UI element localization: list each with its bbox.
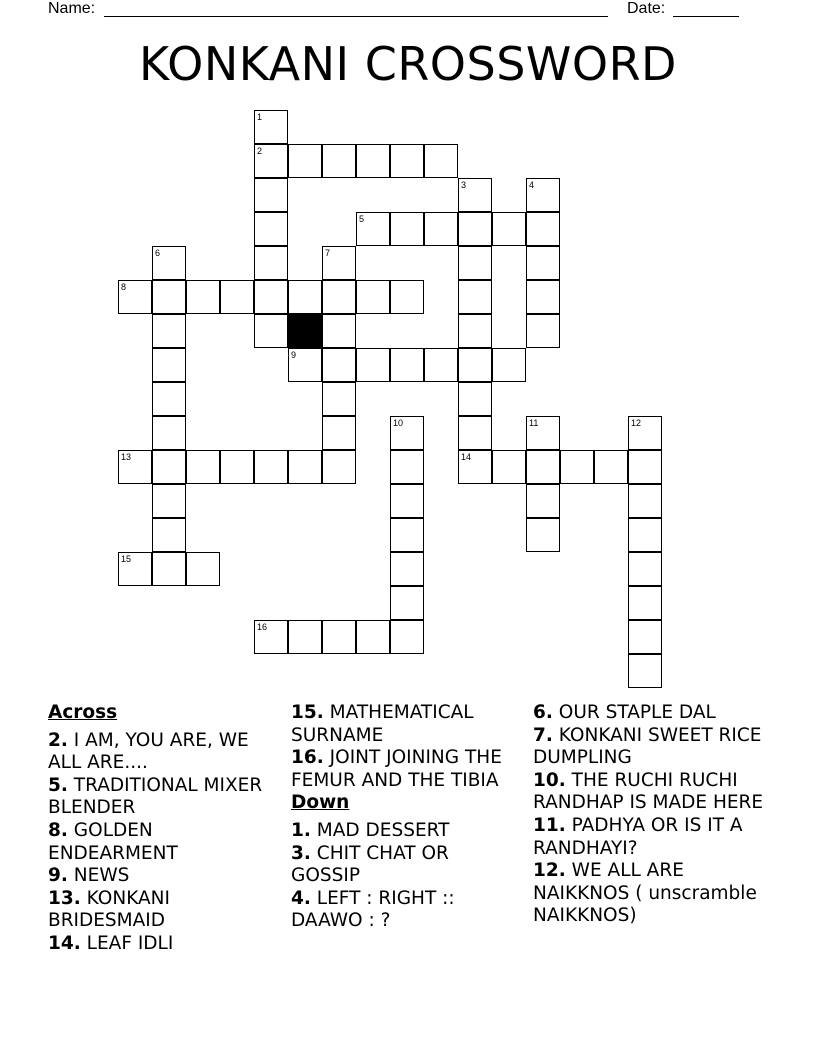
black-cell (288, 314, 322, 348)
grid-cell[interactable] (628, 450, 662, 484)
clue-down-7: 7. KONKANI SWEET RICE DUMPLING (533, 724, 762, 769)
grid-cell[interactable] (458, 314, 492, 348)
grid-cell[interactable] (526, 484, 560, 518)
grid-cell[interactable] (458, 416, 492, 450)
grid-cell[interactable] (492, 348, 526, 382)
clue-down-1: 1. MAD DESSERT (291, 819, 450, 841)
clue-number: 7 (325, 248, 331, 258)
grid-cell[interactable] (628, 620, 662, 654)
grid-cell[interactable] (152, 450, 186, 484)
grid-cell[interactable] (254, 314, 288, 348)
grid-cell[interactable] (390, 348, 424, 382)
clue-down-3: 3. CHIT CHAT OR GOSSIP (291, 842, 449, 887)
grid-cell[interactable] (288, 620, 322, 654)
clue-down-4: 4. LEFT : RIGHT :: DAAWO : ? (291, 887, 455, 932)
clue-number: 10 (393, 418, 404, 428)
clue-across-13: 13. KONKANI BRIDESMAID (48, 887, 170, 932)
grid-cell[interactable] (288, 280, 322, 314)
grid-cell[interactable] (356, 348, 390, 382)
grid-cell[interactable] (152, 416, 186, 450)
grid-cell[interactable] (458, 212, 492, 246)
grid-cell[interactable] (390, 212, 424, 246)
grid-cell[interactable] (322, 246, 356, 280)
grid-cell[interactable] (526, 280, 560, 314)
grid-cell[interactable] (186, 552, 220, 586)
grid-cell[interactable] (152, 246, 186, 280)
grid-cell[interactable] (254, 246, 288, 280)
grid-cell[interactable] (526, 518, 560, 552)
clue-across-15: 15. MATHEMATICAL SURNAME (291, 702, 474, 746)
grid-cell[interactable] (118, 552, 152, 586)
grid-cell[interactable] (152, 382, 186, 416)
clue-number: 12 (631, 418, 642, 428)
down-heading: Down (291, 792, 350, 814)
clue-number: 11 (529, 418, 539, 428)
grid-cell[interactable] (356, 212, 390, 246)
grid-cell[interactable] (186, 450, 220, 484)
grid-cell[interactable] (390, 450, 424, 484)
clue-number: 5 (359, 214, 365, 224)
grid-cell[interactable] (356, 280, 390, 314)
grid-cell[interactable] (254, 280, 288, 314)
across-heading: Across (48, 702, 118, 723)
grid-cell[interactable] (424, 348, 458, 382)
grid-cell[interactable] (152, 518, 186, 552)
clues-column-1 (48, 702, 278, 956)
grid-cell[interactable] (322, 348, 356, 382)
clues-column-3 (533, 702, 783, 928)
grid-cell[interactable] (492, 212, 526, 246)
clue-number: 9 (291, 350, 297, 360)
grid-cell[interactable] (322, 620, 356, 654)
grid-cell[interactable] (152, 348, 186, 382)
clue-number: 16 (257, 622, 268, 632)
grid-cell[interactable] (628, 518, 662, 552)
clue-number: 3 (461, 180, 467, 190)
clue-number: 8 (121, 282, 127, 292)
name-label: Name: (48, 0, 96, 17)
grid-cell[interactable] (628, 654, 662, 688)
grid-cell[interactable] (390, 484, 424, 518)
grid-cell[interactable] (424, 212, 458, 246)
grid-cell[interactable] (628, 416, 662, 450)
grid-cell[interactable] (526, 416, 560, 450)
grid-cell[interactable] (458, 382, 492, 416)
grid-cell[interactable] (526, 314, 560, 348)
grid-cell[interactable] (424, 144, 458, 178)
date-label: Date: (627, 0, 666, 17)
grid-cell[interactable] (186, 280, 220, 314)
grid-cell[interactable] (458, 348, 492, 382)
grid-cell[interactable] (458, 280, 492, 314)
clue-down-6: 6. OUR STAPLE DAL (533, 702, 716, 723)
clue-across-9: 9. NEWS (48, 865, 130, 887)
grid-cell[interactable] (390, 416, 424, 450)
grid-cell[interactable] (594, 450, 628, 484)
grid-cell[interactable] (458, 450, 492, 484)
grid-cell[interactable] (322, 382, 356, 416)
grid-cell[interactable] (322, 416, 356, 450)
clue-number: 1 (257, 112, 263, 122)
clue-across-2: 2. I AM, YOU ARE, WE ALL ARE.... (48, 729, 249, 774)
clue-number: 2 (257, 146, 263, 156)
grid-cell[interactable] (254, 144, 288, 178)
grid-cell[interactable] (390, 620, 424, 654)
grid-cell[interactable] (254, 110, 288, 144)
grid-cell[interactable] (152, 552, 186, 586)
clue-across-16: 16. JOINT JOINING THE FEMUR AND THE TIBIA (291, 747, 502, 791)
grid-cell[interactable] (254, 212, 288, 246)
grid-cell[interactable] (458, 246, 492, 280)
grid-cell[interactable] (152, 484, 186, 518)
clue-down-12: 12. WE ALL ARE NAIKKNOS ( unscramble NAIKKNOS) (533, 860, 757, 927)
grid-cell[interactable] (526, 450, 560, 484)
puzzle-title: KONKANI CROSSWORD (139, 37, 677, 91)
grid-cell[interactable] (560, 450, 594, 484)
grid-cell[interactable] (288, 348, 322, 382)
clue-number: 14 (461, 452, 472, 462)
grid-cell[interactable] (390, 552, 424, 586)
grid-cell[interactable] (458, 178, 492, 212)
grid-cell[interactable] (254, 178, 288, 212)
clue-down-11: 11. PADHYA OR IS IT A RANDHAYI? (533, 814, 743, 859)
clue-down-10: 10. THE RUCHI RUCHI RANDHAP IS MADE HERE (533, 769, 764, 814)
clues-column-2 (291, 702, 521, 933)
grid-cell[interactable] (288, 144, 322, 178)
grid-cell[interactable] (356, 144, 390, 178)
clue-number: 13 (121, 452, 132, 462)
grid-cell[interactable] (118, 280, 152, 314)
grid-cell[interactable] (152, 280, 186, 314)
clue-across-14: 14. LEAF IDLI (48, 932, 174, 954)
clue-number: 6 (155, 248, 161, 258)
grid-cell[interactable] (526, 246, 560, 280)
grid-cell[interactable] (526, 212, 560, 246)
grid-cell[interactable] (152, 314, 186, 348)
grid-cell[interactable] (322, 314, 356, 348)
grid-cell[interactable] (628, 552, 662, 586)
grid-cell[interactable] (390, 518, 424, 552)
grid-cell[interactable] (492, 450, 526, 484)
grid-cell[interactable] (322, 450, 356, 484)
clue-number: 15 (121, 554, 132, 564)
grid-cell[interactable] (628, 484, 662, 518)
grid-cell[interactable] (526, 178, 560, 212)
grid-cell[interactable] (322, 144, 356, 178)
grid-cell[interactable] (220, 450, 254, 484)
grid-cell[interactable] (322, 280, 356, 314)
grid-cell[interactable] (254, 620, 288, 654)
grid-cell[interactable] (220, 280, 254, 314)
clue-number: 4 (529, 180, 535, 190)
grid-cell[interactable] (390, 144, 424, 178)
grid-cell[interactable] (628, 586, 662, 620)
clue-across-8: 8. GOLDEN ENDEARMENT (48, 819, 178, 864)
grid-cell[interactable] (390, 280, 424, 314)
grid-cell[interactable] (356, 620, 390, 654)
grid-cell[interactable] (288, 450, 322, 484)
grid-cell[interactable] (254, 450, 288, 484)
clue-across-5: 5. TRADITIONAL MIXER BLENDER (48, 774, 263, 819)
grid-cell[interactable] (390, 586, 424, 620)
grid-cell[interactable] (118, 450, 152, 484)
